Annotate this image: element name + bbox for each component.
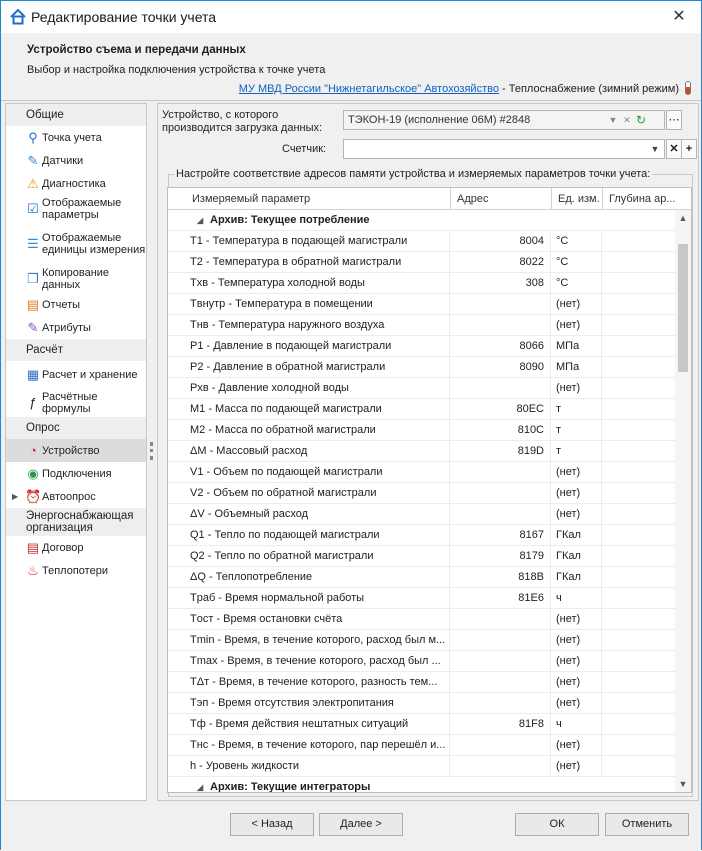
cell-depth[interactable] <box>603 378 676 399</box>
sidebar-item[interactable] <box>6 149 146 172</box>
cell-unit[interactable]: °C <box>552 252 602 273</box>
sidebar-item[interactable] <box>6 462 146 485</box>
copy-icon: ❐ <box>27 271 39 286</box>
main-panel <box>157 103 699 801</box>
contract-icon: ▤ <box>26 539 40 555</box>
sidebar-item[interactable] <box>6 293 146 316</box>
cell-param[interactable]: Tнв - Температура наружного воздуха <box>188 315 450 336</box>
table-row[interactable] <box>168 546 676 567</box>
sidebar-item-label: Автоопрос <box>42 490 96 503</box>
cell-unit[interactable]: ГКал <box>552 567 602 588</box>
cell-param[interactable]: ΔM - Массовый расход <box>188 441 450 462</box>
cell-param[interactable]: M1 - Масса по подающей магистрали <box>188 399 450 420</box>
attributes-icon: ✎ <box>27 319 39 335</box>
cell-address[interactable]: 818B <box>451 567 551 588</box>
table-row[interactable] <box>168 651 676 672</box>
cell-depth[interactable] <box>603 357 676 378</box>
sidebar-item-label: Датчики <box>42 154 84 167</box>
table-row[interactable] <box>168 399 676 420</box>
cell-depth[interactable] <box>603 231 676 252</box>
expand-arrow-icon[interactable]: ▶ <box>12 491 19 501</box>
cell-address[interactable] <box>451 735 551 756</box>
cell-param[interactable]: V1 - Объем по подающей магистрали <box>188 462 450 483</box>
collapse-icon[interactable]: ◢ <box>197 783 204 792</box>
cell-address[interactable] <box>451 630 551 651</box>
heat-loss-icon: ♨ <box>27 562 39 578</box>
cell-unit[interactable]: (нет) <box>552 693 602 714</box>
device-combo[interactable] <box>343 110 665 130</box>
table-row[interactable] <box>168 483 676 504</box>
table-row[interactable] <box>168 588 676 609</box>
sidebar-item[interactable] <box>6 389 146 417</box>
cell-address[interactable]: 810C <box>451 420 551 441</box>
sidebar-group: Общие <box>6 104 146 126</box>
cell-depth[interactable] <box>603 399 676 420</box>
footer <box>1 801 701 851</box>
cell-param[interactable]: ΔV - Объемный расход <box>188 504 450 525</box>
cell-address[interactable]: 8004 <box>451 231 551 252</box>
cell-depth[interactable] <box>603 567 676 588</box>
connection-icon: ◉ <box>27 465 39 481</box>
cell-param[interactable]: ΔQ - Теплопотребление <box>188 567 450 588</box>
cell-unit[interactable]: °C <box>552 273 602 294</box>
splitter-handle[interactable] <box>150 442 153 460</box>
table-row[interactable] <box>168 756 676 777</box>
table-row[interactable] <box>168 609 676 630</box>
vertical-scrollbar[interactable] <box>675 210 691 792</box>
more-button[interactable]: ⋯ <box>666 110 682 130</box>
back-button[interactable]: < Назад <box>230 813 314 836</box>
cell-unit[interactable]: (нет) <box>552 756 602 777</box>
cell-param[interactable]: Tmin - Время, в течение которого, расход был м... <box>188 630 450 651</box>
clear-icon[interactable]: ✕ <box>623 115 631 125</box>
cell-address[interactable]: 8167 <box>451 525 551 546</box>
cell-address[interactable]: 308 <box>451 273 551 294</box>
ok-button[interactable]: ОК <box>515 813 599 836</box>
group-title: Архив: Текущие интеграторы <box>210 781 371 793</box>
cell-unit[interactable]: (нет) <box>552 294 602 315</box>
sidebar-item-label: Копирование данных <box>42 267 110 291</box>
cell-depth[interactable] <box>603 252 676 273</box>
grid-group-row[interactable] <box>168 777 676 793</box>
cell-address[interactable]: 81F8 <box>451 714 551 735</box>
sidebar-item-label: Договор <box>42 541 84 554</box>
add-meter-button[interactable]: + <box>681 139 697 159</box>
cell-param[interactable]: V2 - Объем по обратной магистрали <box>188 483 450 504</box>
scroll-thumb[interactable] <box>678 244 688 372</box>
warning-icon: ⚠ <box>27 175 39 191</box>
wizard-header <box>1 33 701 101</box>
table-row[interactable] <box>168 567 676 588</box>
table-row[interactable] <box>168 714 676 735</box>
table-row[interactable] <box>168 252 676 273</box>
page-subtitle: Выбор и настройка подключения устройства к точке учета <box>27 64 326 76</box>
cell-param[interactable]: P1 - Давление в подающей магистрали <box>188 336 450 357</box>
cell-address[interactable]: 8179 <box>451 546 551 567</box>
table-row[interactable] <box>168 378 676 399</box>
cell-depth[interactable] <box>603 609 676 630</box>
chevron-down-icon[interactable]: ▼ <box>608 115 618 125</box>
cell-param[interactable]: Tост - Время остановки счёта <box>188 609 450 630</box>
collapse-icon[interactable]: ◢ <box>197 216 204 225</box>
alarm-clock-icon: ⏰ <box>25 488 42 504</box>
cell-param[interactable]: T2 - Температура в обратной магистрали <box>188 252 450 273</box>
sidebar-item-label: Точка учета <box>42 131 102 144</box>
cell-unit[interactable]: (нет) <box>552 630 602 651</box>
cell-depth[interactable] <box>603 525 676 546</box>
cell-param[interactable]: Tнс - Время, в течение которого, пар перешёл и... <box>188 735 450 756</box>
units-icon: ☰ <box>27 236 39 251</box>
cell-param[interactable]: Tmax - Время, в течение которого, расход был ... <box>188 651 450 672</box>
cell-address[interactable]: 819D <box>451 441 551 462</box>
cell-unit[interactable]: (нет) <box>552 504 602 525</box>
table-row[interactable] <box>168 504 676 525</box>
sidebar-group: Опрос <box>6 417 146 439</box>
table-row[interactable] <box>168 693 676 714</box>
sidebar-item[interactable] <box>6 223 146 265</box>
table-row[interactable] <box>168 441 676 462</box>
cell-depth[interactable] <box>603 630 676 651</box>
cell-depth[interactable] <box>603 273 676 294</box>
sidebar-item-label: Теплопотери <box>42 564 108 577</box>
cell-param[interactable]: h - Уровень жидкости <box>188 756 450 777</box>
cell-address[interactable] <box>451 651 551 672</box>
sensor-icon: ✎ <box>27 152 39 168</box>
cell-unit[interactable]: т <box>552 420 602 441</box>
cell-depth[interactable] <box>603 546 676 567</box>
sidebar-item[interactable] <box>6 485 146 508</box>
cell-address[interactable] <box>451 294 551 315</box>
cell-param[interactable]: Q1 - Тепло по подающей магистрали <box>188 525 450 546</box>
title-bar <box>1 1 701 33</box>
cell-address[interactable] <box>451 504 551 525</box>
scroll-down-icon[interactable]: ▼ <box>678 779 688 789</box>
table-row[interactable] <box>168 420 676 441</box>
sidebar-group: Энергоснабжающая организация <box>6 508 146 536</box>
cell-address[interactable] <box>451 483 551 504</box>
sidebar-item[interactable] <box>6 439 146 462</box>
cell-param[interactable]: Q2 - Тепло по обратной магистрали <box>188 546 450 567</box>
cell-depth[interactable] <box>603 336 676 357</box>
cell-address[interactable]: 81E6 <box>451 588 551 609</box>
chevron-down-icon[interactable]: ▼ <box>650 144 660 154</box>
cell-unit[interactable]: °C <box>552 231 602 252</box>
cell-param[interactable]: P2 - Давление в обратной магистрали <box>188 357 450 378</box>
cell-address[interactable]: 8022 <box>451 252 551 273</box>
cell-depth[interactable] <box>603 693 676 714</box>
cell-unit[interactable]: (нет) <box>552 315 602 336</box>
column-header-address[interactable]: Адрес <box>451 188 552 210</box>
table-row[interactable] <box>168 273 676 294</box>
sidebar-item-label: Расчет и хранение <box>42 369 138 381</box>
calc-storage-icon: ▦ <box>26 367 40 382</box>
cell-depth[interactable] <box>603 504 676 525</box>
clear-meter-button[interactable]: ✕ <box>666 139 682 159</box>
cell-address[interactable]: 80EC <box>451 399 551 420</box>
table-row[interactable] <box>168 462 676 483</box>
cell-unit[interactable]: ГКал <box>552 546 602 567</box>
table-row[interactable] <box>168 294 676 315</box>
close-icon[interactable]: ✕ <box>672 8 686 25</box>
table-row[interactable] <box>168 231 676 252</box>
meter-combo[interactable] <box>343 139 665 159</box>
cell-address[interactable] <box>451 672 551 693</box>
device-label: Устройство, с которого производится загрузка данных: <box>162 109 323 134</box>
sidebar-item[interactable] <box>6 361 146 389</box>
cell-unit[interactable]: ч <box>552 588 602 609</box>
cell-param[interactable]: Tхв - Температура холодной воды <box>188 273 450 294</box>
cell-depth[interactable] <box>603 588 676 609</box>
cancel-button[interactable]: Отменить <box>605 813 689 836</box>
table-row[interactable] <box>168 525 676 546</box>
checklist-icon: ☑ <box>27 201 39 216</box>
window-title: Редактирование точки учета <box>31 9 217 25</box>
cell-depth[interactable] <box>603 483 676 504</box>
sidebar-item-label: Отображаемые параметры <box>42 197 122 221</box>
cell-unit[interactable]: (нет) <box>552 609 602 630</box>
cell-param[interactable]: Tэп - Время отсутствия электропитания <box>188 693 450 714</box>
sidebar <box>5 103 147 801</box>
cell-param[interactable]: Tф - Время действия нештатных ситуаций <box>188 714 450 735</box>
cell-depth[interactable] <box>603 420 676 441</box>
cell-unit[interactable]: т <box>552 441 602 462</box>
mapping-grid <box>167 187 692 793</box>
group-title: Архив: Текущее потребление <box>210 214 370 226</box>
table-row[interactable] <box>168 672 676 693</box>
next-button[interactable]: Далее > <box>319 813 403 836</box>
cell-address[interactable] <box>451 693 551 714</box>
sidebar-item-label: Подключения <box>42 467 112 480</box>
cell-unit[interactable]: (нет) <box>552 378 602 399</box>
table-row[interactable] <box>168 735 676 756</box>
sidebar-item[interactable] <box>6 172 146 195</box>
cell-param[interactable]: T1 - Температура в подающей магистрали <box>188 231 450 252</box>
cell-unit[interactable]: (нет) <box>552 462 602 483</box>
cell-address[interactable] <box>451 315 551 336</box>
cell-param[interactable]: M2 - Масса по обратной магистрали <box>188 420 450 441</box>
sidebar-item[interactable] <box>6 559 146 582</box>
table-row[interactable] <box>168 357 676 378</box>
sidebar-item-label: Отчеты <box>42 298 81 311</box>
sidebar-item-label: Устройство <box>42 444 100 457</box>
cell-unit[interactable]: (нет) <box>552 483 602 504</box>
sidebar-item[interactable] <box>6 126 146 149</box>
table-row[interactable] <box>168 336 676 357</box>
mapping-legend: Настройте соответствие адресов памяти устройства и измеряемых параметров точки учета: <box>176 168 651 180</box>
sidebar-item-label: Диагностика <box>42 177 106 190</box>
cell-param[interactable]: TΔт - Время, в течение которого, разность тем... <box>188 672 450 693</box>
cell-unit[interactable]: МПа <box>552 357 602 378</box>
sidebar-item[interactable] <box>6 316 146 339</box>
org-link[interactable]: МУ МВД России "Нижнетагильское" Автохозяйство <box>238 83 499 95</box>
column-header-unit[interactable]: Ед. изм. <box>552 188 603 210</box>
sidebar-group: Расчёт <box>6 339 146 361</box>
cell-address[interactable]: 8066 <box>451 336 551 357</box>
cell-unit[interactable]: (нет) <box>552 672 602 693</box>
grid-header <box>168 188 692 210</box>
grid-group-row[interactable] <box>168 210 676 231</box>
home-icon <box>9 8 27 26</box>
sidebar-item[interactable] <box>6 536 146 559</box>
device-icon: ◔ <box>29 442 37 458</box>
cell-unit[interactable]: ГКал <box>552 525 602 546</box>
cell-depth[interactable] <box>603 294 676 315</box>
refresh-icon[interactable]: ↻ <box>635 113 647 127</box>
cell-address[interactable] <box>451 756 551 777</box>
cell-address[interactable] <box>451 609 551 630</box>
cell-param[interactable]: Pхв - Давление холодной воды <box>188 378 450 399</box>
org-suffix: - Теплоснабжение (зимний режим) <box>498 83 679 95</box>
cell-depth[interactable] <box>603 315 676 336</box>
cell-depth[interactable] <box>603 651 676 672</box>
grid-rows <box>168 210 676 793</box>
sidebar-item-label: Отображаемые единицы измерения <box>42 232 146 256</box>
device-value: ТЭКОН-19 (исполнение 06М) #2848 <box>348 114 531 126</box>
formula-icon: ƒ <box>29 395 37 410</box>
column-header-param[interactable]: Измеряемый параметр <box>186 188 451 210</box>
cell-address[interactable] <box>451 378 551 399</box>
cell-address[interactable] <box>451 462 551 483</box>
report-icon: ▤ <box>26 296 40 312</box>
scroll-up-icon[interactable]: ▲ <box>678 213 688 223</box>
sidebar-item-label: Расчётные формулы <box>42 391 98 415</box>
cell-unit[interactable]: (нет) <box>552 651 602 672</box>
meter-label: Счетчик: <box>282 143 327 155</box>
thermometer-icon <box>685 81 691 95</box>
cell-unit[interactable]: МПа <box>552 336 602 357</box>
cell-depth[interactable] <box>603 735 676 756</box>
cell-depth[interactable] <box>603 672 676 693</box>
table-row[interactable] <box>168 315 676 336</box>
cell-depth[interactable] <box>603 441 676 462</box>
cell-param[interactable]: Tвнутр - Температура в помещении <box>188 294 450 315</box>
pin-icon: ⚲ <box>28 129 38 145</box>
page-title: Устройство съема и передачи данных <box>27 44 246 56</box>
cell-unit[interactable]: (нет) <box>552 735 602 756</box>
cell-unit[interactable]: т <box>552 399 602 420</box>
sidebar-item-label: Атрибуты <box>42 321 91 334</box>
column-header-depth[interactable]: Глубина ар... <box>609 193 676 205</box>
cell-unit[interactable]: ч <box>552 714 602 735</box>
cell-depth[interactable] <box>603 714 676 735</box>
sidebar-item[interactable] <box>6 195 146 223</box>
org-line <box>239 83 679 95</box>
table-row[interactable] <box>168 630 676 651</box>
cell-param[interactable]: Tраб - Время нормальной работы <box>188 588 450 609</box>
cell-address[interactable]: 8090 <box>451 357 551 378</box>
cell-depth[interactable] <box>603 756 676 777</box>
sidebar-item[interactable] <box>6 265 146 293</box>
cell-depth[interactable] <box>603 462 676 483</box>
